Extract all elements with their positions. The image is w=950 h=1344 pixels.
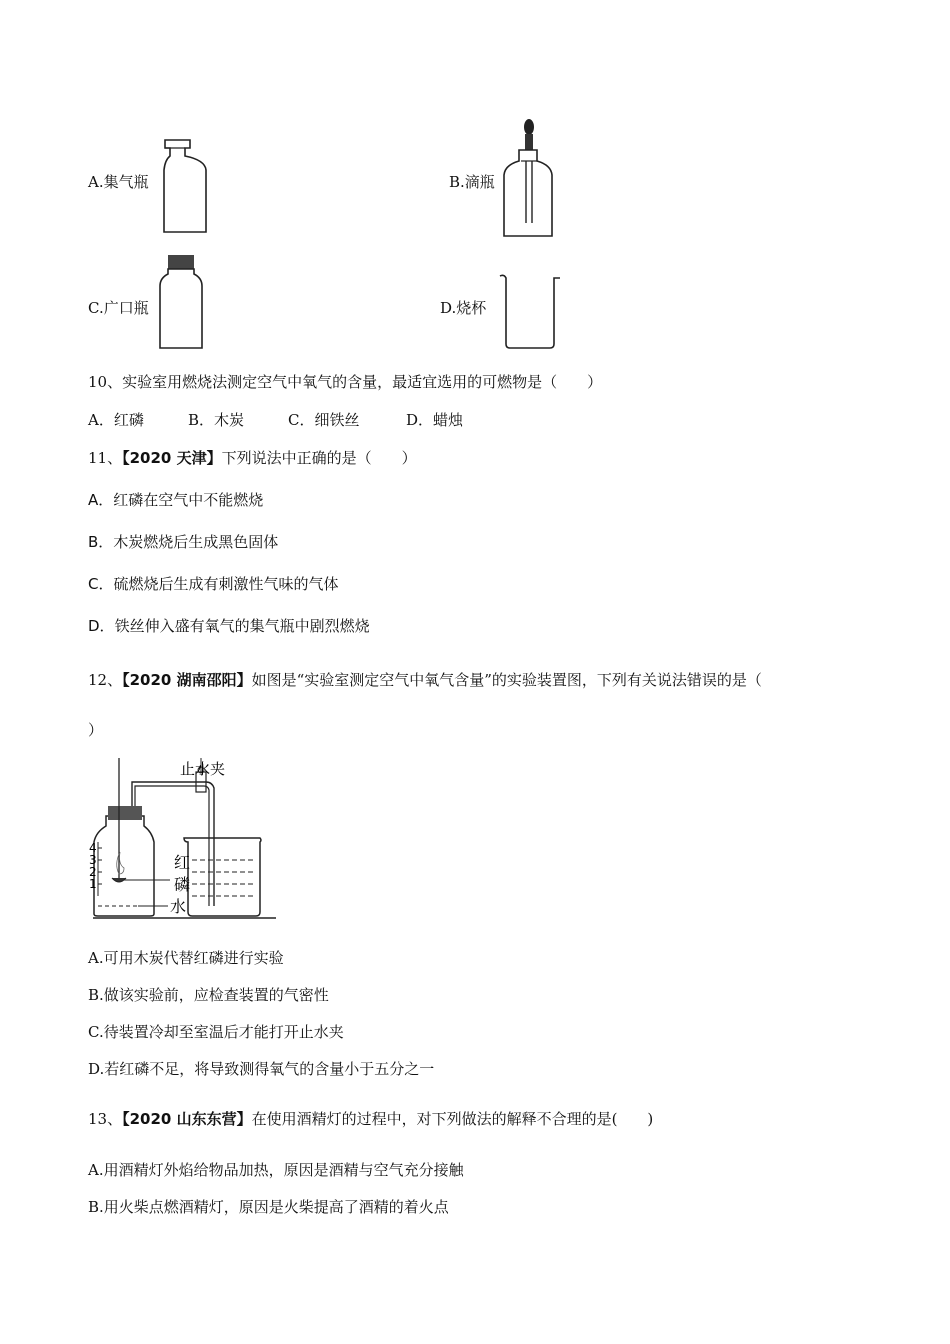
option-text: 烧杯 <box>456 299 487 317</box>
question-text: 如图是“实验室测定空气中氧气含量”的实验装置图，下列有关说法错误的是（ <box>251 671 762 689</box>
scale-label-4: 4 <box>89 841 97 855</box>
phosphorus-label-1: 红 <box>174 853 191 872</box>
wide-mouth-bottle-figure <box>158 252 204 350</box>
q11-option-d: D．铁丝伸入盛有氧气的集气瓶中剧烈燃烧 <box>88 617 370 635</box>
gas-collecting-bottle-figure <box>160 138 210 234</box>
q12-option-d: D.若红磷不足，将导致测得氧气的含量小于五分之一 <box>88 1060 435 1078</box>
question-source: 【2020 天津】 <box>122 449 222 467</box>
oxygen-measurement-apparatus-figure <box>88 756 278 922</box>
q11-option-b: B．木炭燃烧后生成黑色固体 <box>88 533 279 551</box>
q10-option-d: D．蜡烛 <box>406 411 464 429</box>
beaker-figure <box>498 272 562 352</box>
question-number: 11、 <box>88 449 123 467</box>
q13-option-a: A.用酒精灯外焰给物品加热，原因是酒精与空气充分接触 <box>88 1161 464 1179</box>
question-number: 13、 <box>88 1110 123 1128</box>
q13-option-b: B.用火柴点燃酒精灯，原因是火柴提高了酒精的着火点 <box>88 1198 449 1216</box>
dropper-bottle-figure <box>502 117 554 239</box>
water-label: 水 <box>170 897 187 916</box>
q11-option-c: C．硫燃烧后生成有刺激性气味的气体 <box>88 575 339 593</box>
option-text: 广口瓶 <box>103 299 149 317</box>
option-letter: A. <box>88 173 104 191</box>
q9-option-d <box>440 298 486 318</box>
q10-options <box>88 410 463 430</box>
option-text: 滴瓶 <box>464 173 495 191</box>
q12-option-c: C.待装置冷却至室温后才能打开止水夹 <box>88 1023 344 1041</box>
question-text: 实验室用燃烧法测定空气中氧气的含量，最适宜选用的可燃物是（ ） <box>122 373 603 391</box>
question-text: 在使用酒精灯的过程中，对下列做法的解释不合理的是( ) <box>251 1110 654 1128</box>
q9-option-b <box>449 172 495 192</box>
q12-option-b: B.做该实验前，应检查装置的气密性 <box>88 986 329 1004</box>
q11-option-a: A．红磷在空气中不能燃烧 <box>88 491 264 509</box>
question-source: 【2020 湖南邵阳】 <box>122 671 252 689</box>
question-number: 10、 <box>88 373 123 391</box>
question-number: 12、 <box>88 671 123 689</box>
option-letter: B. <box>449 173 465 191</box>
q10-option-a: A．红磷 <box>88 411 144 429</box>
scale-label-3: 3 <box>89 853 97 867</box>
q9-option-a <box>88 172 149 192</box>
option-text: 集气瓶 <box>103 173 149 191</box>
clamp-label: 止水夹 <box>180 760 226 778</box>
q12-stem-end: ） <box>88 721 104 739</box>
scale-label-1: 1 <box>89 877 97 891</box>
q13-stem <box>88 1109 653 1129</box>
q10-stem <box>88 372 602 392</box>
q9-option-c <box>88 298 149 318</box>
q12-option-a: A.可用木炭代替红磷进行实验 <box>88 949 284 967</box>
scale-label-2: 2 <box>89 865 97 879</box>
q12-stem <box>88 670 762 690</box>
question-source: 【2020 山东东营】 <box>122 1110 252 1128</box>
option-letter: C. <box>88 299 104 317</box>
option-letter: D. <box>440 299 457 317</box>
q10-option-b: B．木炭 <box>188 411 245 429</box>
q10-option-c: C．细铁丝 <box>288 411 360 429</box>
phosphorus-label-2: 磷 <box>174 875 191 894</box>
q11-stem <box>88 448 417 468</box>
question-text: 下列说法中正确的是（ ） <box>221 449 417 467</box>
